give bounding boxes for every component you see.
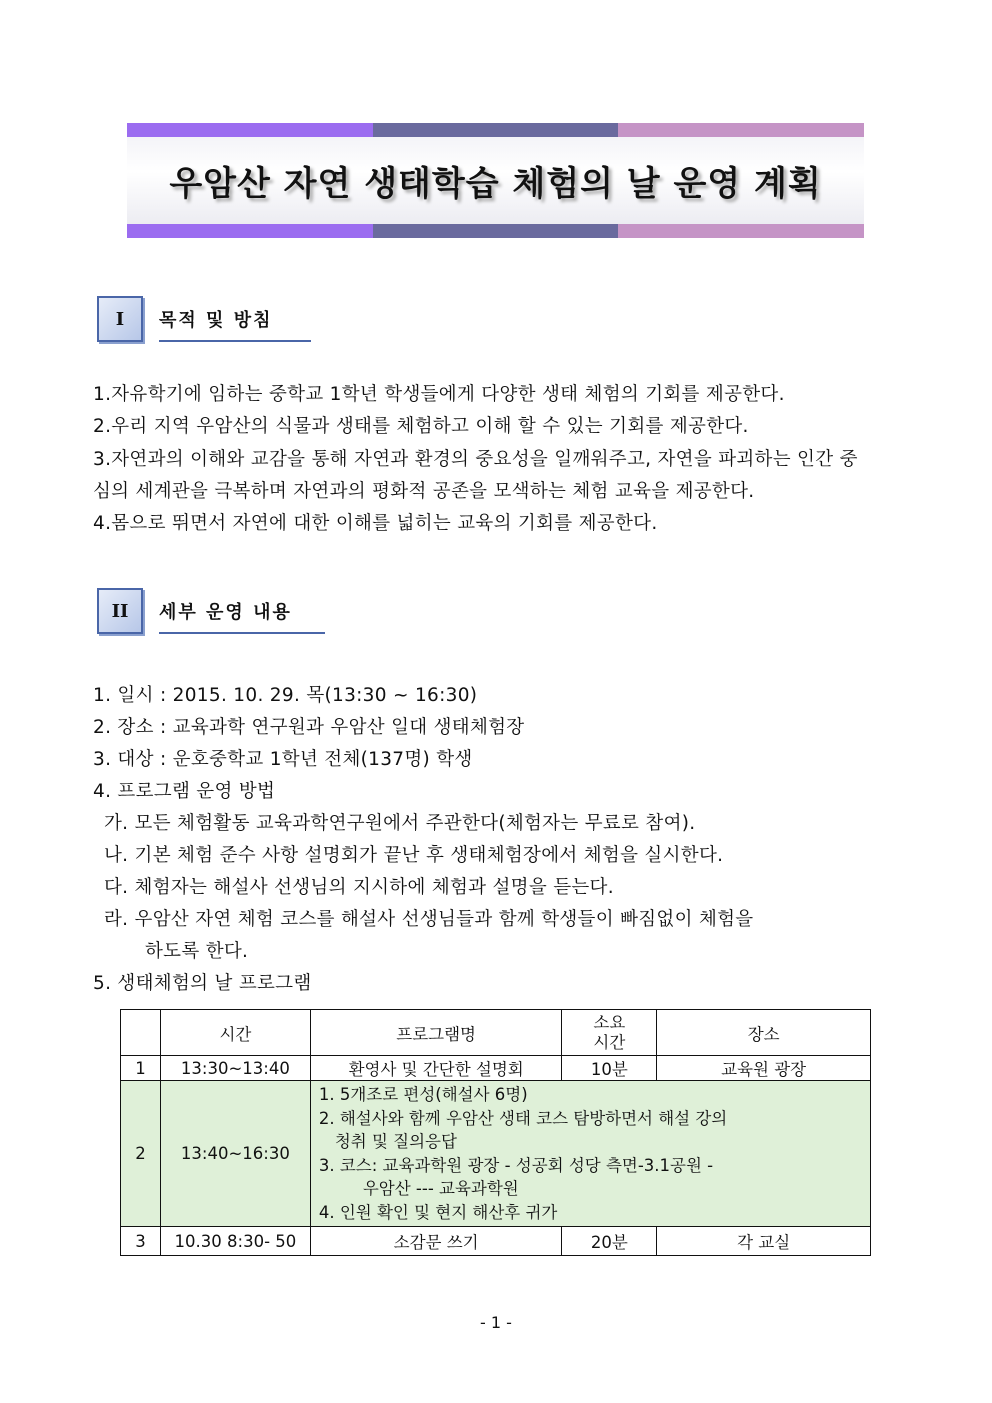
detail-subline: 가. 모든 체험활동 교육과학연구원에서 주관한다(체험자는 무료로 참여). bbox=[104, 813, 696, 834]
title-box bbox=[127, 137, 864, 224]
table-header-cell bbox=[121, 1010, 161, 1056]
purpose-line: 1.자유학기에 임하는 중학교 1학년 학생들에게 다양한 생태 체험의 기회를 제공한다. bbox=[93, 384, 785, 405]
detail-line: 4. 프로그램 운영 방법 bbox=[93, 781, 276, 802]
row-time: 13:30~13:40 bbox=[160, 1056, 310, 1081]
section-title: 목적 및 방침 bbox=[159, 310, 273, 331]
detail-subline: 하도록 한다. bbox=[145, 941, 249, 962]
purpose-line: 심의 세계관을 극복하며 자연과의 평화적 공존을 모색하는 체험 교육을 제공한다. bbox=[93, 481, 755, 502]
program-item: 3. 코스: 교육과학원 광장 - 성공회 성당 측면-3.1공원 - bbox=[318, 1155, 714, 1175]
program-item: 청취 및 질의응답 bbox=[334, 1132, 457, 1151]
row-program-detail bbox=[310, 1081, 870, 1227]
purpose-line: 4.몸으로 뛰면서 자연에 대한 이해를 넓히는 교육의 기회를 제공한다. bbox=[93, 513, 658, 534]
program-table bbox=[120, 1009, 871, 1256]
detail-line: 5. 생태체험의 날 프로그램 bbox=[93, 973, 312, 994]
table-row bbox=[121, 1056, 871, 1081]
purpose-line: 3.자연과의 이해와 교감을 통해 자연과 환경의 중요성을 일깨워주고, 자연을 파괴하는 인간 중 bbox=[93, 449, 858, 470]
program-item: 우암산 --- 교육과학원 bbox=[362, 1179, 519, 1198]
detail-subline: 라. 우암산 자연 체험 코스를 해설사 선생님들과 함께 학생들이 빠짐없이 체험을 bbox=[104, 909, 754, 930]
table-header-cell: 장소 bbox=[657, 1010, 871, 1056]
detail-line: 2. 장소 : 교육과학 연구원과 우암산 일대 생태체험장 bbox=[93, 717, 525, 738]
table-row bbox=[121, 1081, 871, 1227]
header-duration-line: 소요 bbox=[593, 1012, 626, 1032]
row-program: 환영사 및 간단한 설명회 bbox=[310, 1056, 562, 1081]
table-header-cell: 프로그램명 bbox=[310, 1010, 562, 1056]
bottom-stripe bbox=[127, 224, 864, 238]
section-underline bbox=[159, 632, 325, 634]
purpose-line: 2.우리 지역 우암산의 식물과 생태를 체험하고 이해 할 수 있는 기회를 제공한다. bbox=[93, 416, 749, 437]
section-title: 세부 운영 내용 bbox=[159, 602, 292, 623]
detail-line: 3. 대상 : 운호중학교 1학년 전체(137명) 학생 bbox=[93, 749, 473, 770]
document-title: 우암산 자연 생태학습 체험의 날 운영 계획 bbox=[169, 164, 822, 204]
table-header-cell bbox=[562, 1010, 657, 1056]
section-1-heading bbox=[97, 296, 357, 346]
header-duration-line: 시간 bbox=[593, 1032, 626, 1052]
section-number-badge: I bbox=[97, 296, 143, 342]
row-duration: 10분 bbox=[562, 1056, 657, 1081]
program-item: 1. 5개조로 편성(해설사 6명) bbox=[318, 1085, 528, 1104]
title-banner bbox=[127, 123, 864, 239]
row-number: 3 bbox=[121, 1227, 161, 1256]
row-number: 2 bbox=[121, 1081, 161, 1227]
detail-subline: 나. 기본 체험 준수 사항 설명회가 끝난 후 생태체험장에서 체험을 실시한다. bbox=[104, 845, 724, 866]
row-place: 교육원 광장 bbox=[657, 1056, 871, 1081]
program-item: 2. 해설사와 함께 우암산 생태 코스 탐방하면서 해설 강의 bbox=[318, 1108, 728, 1128]
section-underline bbox=[159, 340, 311, 342]
row-duration: 20분 bbox=[562, 1227, 657, 1256]
table-header-cell: 시간 bbox=[160, 1010, 310, 1056]
row-place: 각 교실 bbox=[657, 1227, 871, 1256]
row-program: 소감문 쓰기 bbox=[310, 1227, 562, 1256]
section-number-badge: II bbox=[97, 588, 143, 634]
detail-subline: 다. 체험자는 해설사 선생님의 지시하에 체험과 설명을 듣는다. bbox=[104, 877, 614, 898]
program-item: 4. 인원 확인 및 현지 해산후 귀가 bbox=[318, 1202, 558, 1222]
section-2-heading bbox=[97, 588, 357, 638]
row-time: 13:40~16:30 bbox=[160, 1081, 310, 1227]
detail-line: 1. 일시 : 2015. 10. 29. 목(13:30 ~ 16:30) bbox=[93, 685, 478, 706]
page-number: - 1 - bbox=[480, 1313, 512, 1332]
row-time: 10.30 8:30- 50 bbox=[160, 1227, 310, 1256]
row-number: 1 bbox=[121, 1056, 161, 1081]
table-row bbox=[121, 1227, 871, 1256]
top-stripe bbox=[127, 123, 864, 137]
table-header-row bbox=[121, 1010, 871, 1056]
